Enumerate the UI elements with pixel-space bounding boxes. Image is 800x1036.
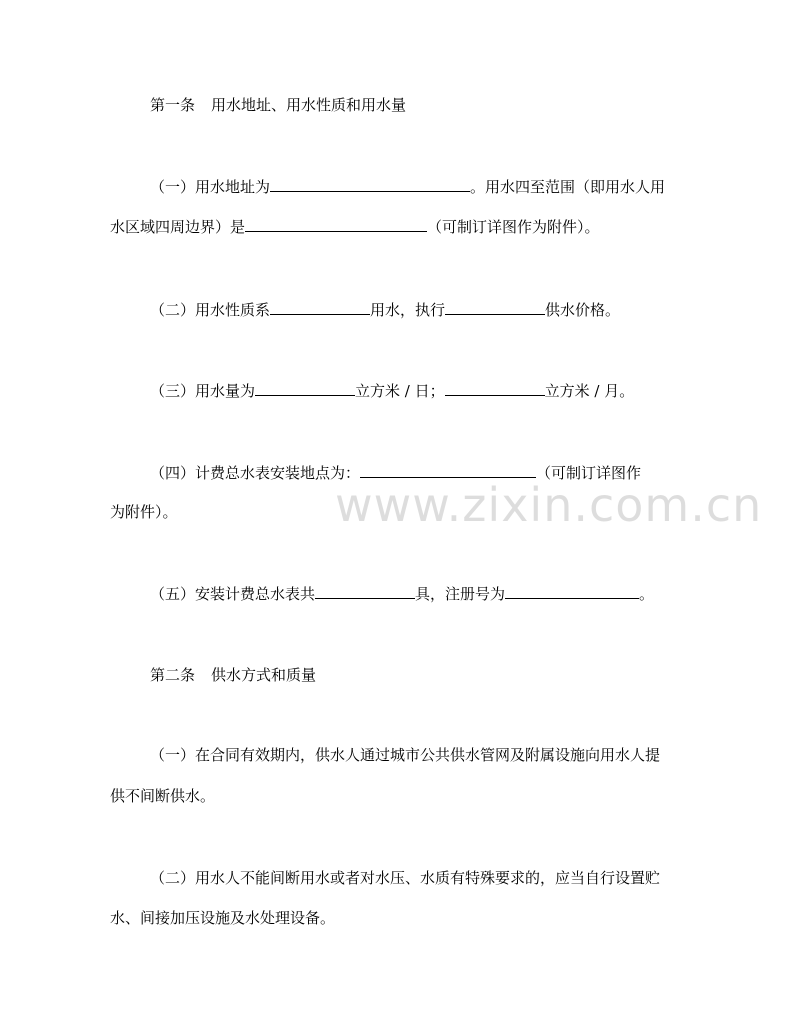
article-2-item-2-line-1 bbox=[150, 869, 730, 887]
item-text: 立方米 / 月。 bbox=[544, 382, 635, 400]
blank-field bbox=[505, 584, 639, 599]
blank-field bbox=[445, 381, 545, 396]
article-1-item-5 bbox=[150, 584, 730, 603]
article-1-heading bbox=[150, 96, 730, 114]
watermark: www.zixin.com.cn bbox=[335, 478, 763, 532]
item-text: （三）用水量为 bbox=[150, 382, 256, 400]
item-text: 供水价格。 bbox=[545, 301, 621, 319]
blank-field bbox=[445, 300, 545, 315]
blank-field bbox=[270, 177, 470, 192]
item-text: （四）计费总水表安装地点为： bbox=[150, 464, 361, 482]
blank-field bbox=[360, 463, 536, 478]
item-text: 水区域四周边界）是 bbox=[110, 218, 246, 236]
article-1-item-2 bbox=[150, 300, 730, 319]
article-2-item-2-line-2 bbox=[110, 909, 690, 927]
item-text: 供不间断供水。 bbox=[110, 787, 216, 805]
item-text: （一）用水地址为 bbox=[150, 178, 271, 196]
article-2-item-1-line-2 bbox=[110, 787, 690, 805]
blank-field bbox=[315, 584, 415, 599]
item-text: （二）用水人不能间断用水或者对水压、水质有特殊要求的，应当自行设置贮 bbox=[150, 869, 661, 887]
item-text: 水、间接加压设施及水处理设备。 bbox=[110, 909, 336, 927]
item-text: 用水，执行 bbox=[370, 301, 446, 319]
article-1-number: 第一条 bbox=[150, 96, 196, 114]
article-1-item-4-line-2 bbox=[110, 503, 690, 521]
article-1-item-1-line-1 bbox=[150, 177, 730, 196]
blank-field bbox=[270, 300, 370, 315]
item-text: 为附件）。 bbox=[110, 503, 178, 521]
item-text: 具，注册号为 bbox=[415, 585, 506, 603]
article-2-item-1-line-1 bbox=[150, 746, 730, 764]
item-text: 。用水四至范围（即用水人用 bbox=[470, 178, 666, 196]
blank-field bbox=[245, 217, 427, 232]
article-1-item-3 bbox=[150, 381, 730, 400]
article-1-title: 用水地址、用水性质和用水量 bbox=[211, 96, 407, 114]
item-text: 立方米 / 日； bbox=[355, 382, 445, 400]
blank-field bbox=[255, 381, 355, 396]
item-text: （二）用水性质系 bbox=[150, 301, 271, 319]
item-text: 。 bbox=[639, 585, 655, 603]
item-text: （可制订详图作为附件）。 bbox=[427, 218, 600, 236]
item-text: （一）在合同有效期内，供水人通过城市公共供水管网及附属设施向用水人提 bbox=[150, 746, 661, 764]
article-1-item-4-line-1 bbox=[150, 463, 730, 482]
item-text: （可制订详图作 bbox=[536, 464, 642, 482]
item-text: （五）安装计费总水表共 bbox=[150, 585, 316, 603]
article-2-title: 供水方式和质量 bbox=[211, 666, 317, 684]
article-2-heading bbox=[150, 666, 730, 684]
article-2-number: 第二条 bbox=[150, 666, 196, 684]
article-1-item-1-line-2 bbox=[110, 217, 690, 236]
